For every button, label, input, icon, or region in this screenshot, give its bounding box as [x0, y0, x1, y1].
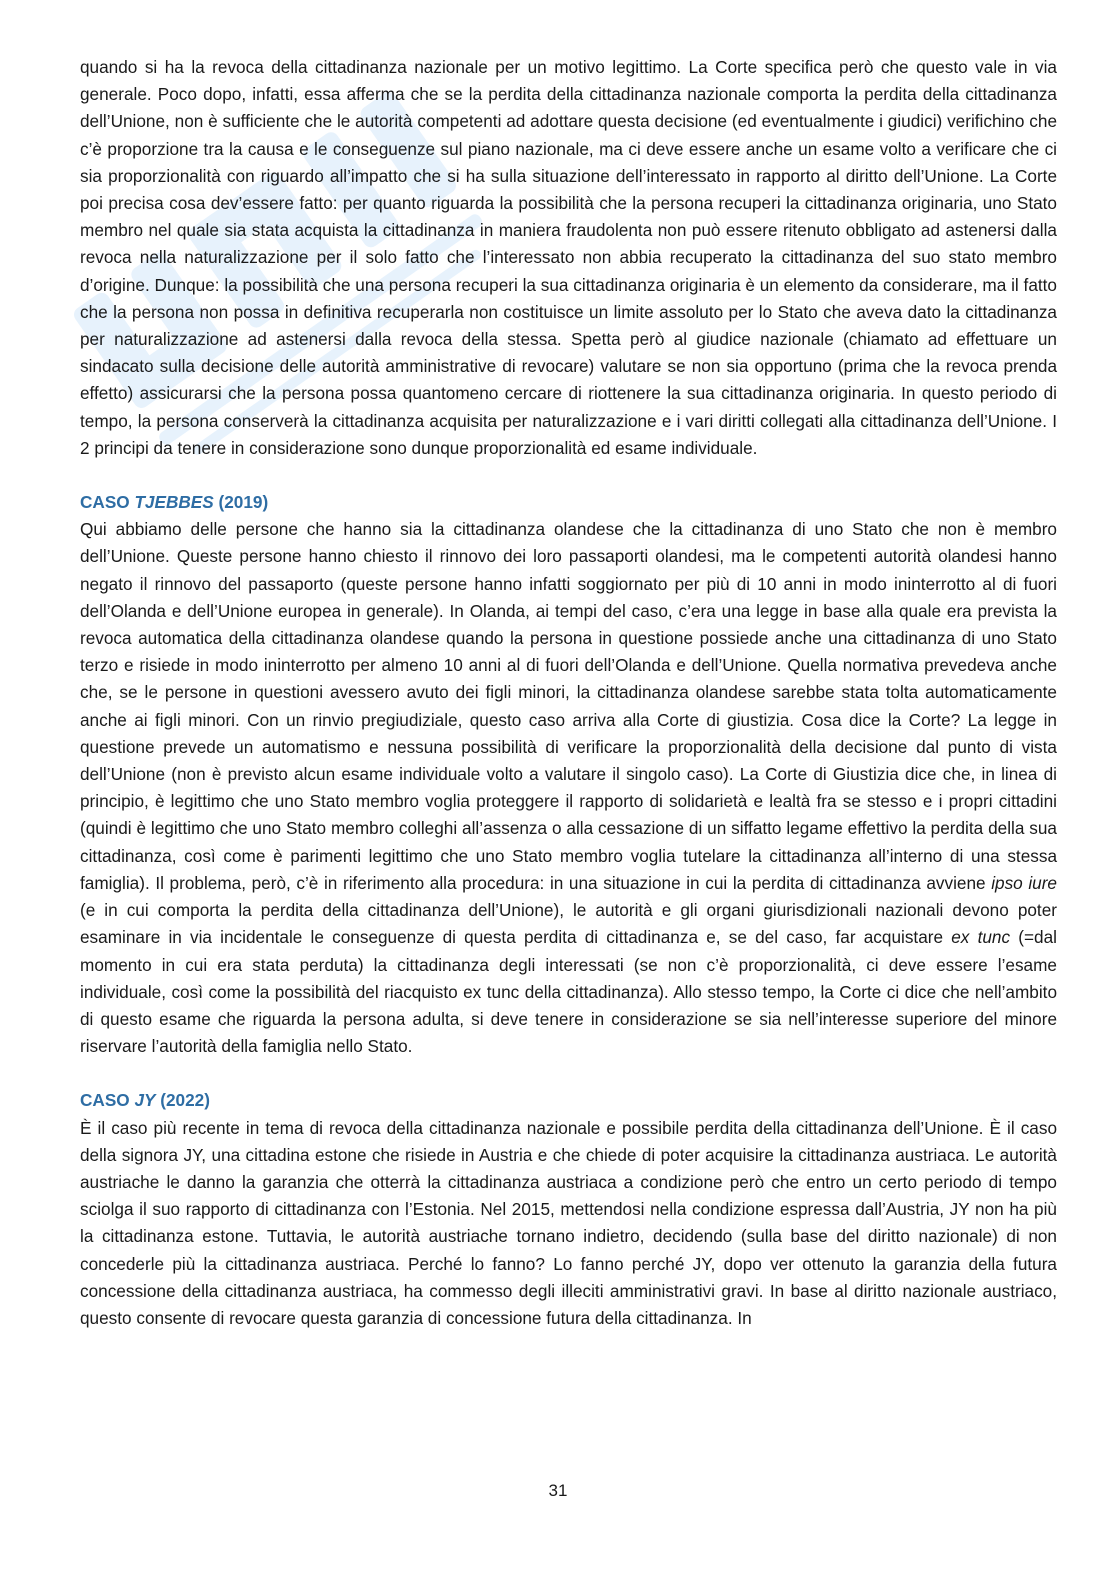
tjebbes-italic-ipso-iure: ipso iure: [991, 872, 1057, 893]
jy-heading-prefix: CASO: [80, 1090, 135, 1111]
intro-paragraph: quando si ha la revoca della cittadinanza nazionale per un motivo legittimo. La Corte specifica però che questo vale in via generale. Poco dopo, infatti, essa afferma che se la perdita della cittadinanza nazionale comporta la perdita della cittadinanza dell’Unione, non è sufficiente che le autorità competenti ad adottare questa decisione (ed eventualmente i giudici) verifichino che c’è proporzione tra la causa e le conseguenze sul piano nazionale, ma ci deve essere anche un esame volto a verificare che ci sia proporzionalità con riguardo all’impatto che si ha sulla situazione dell’interessato in rapporto al diritto dell’Unione. La Corte poi precisa cosa dev’essere fatto: per quanto riguarda la possibilità che la persona recuperi la cittadinanza originaria, uno Stato membro nel quale sia stata acquista la cittadinanza in maniera fraudolenta non può essere ritenuto obbligato ad astenersi dalla revoca nella naturalizzazione per il solo fatto che l’interessato non abbia recuperato la cittadinanza del suo stato membro d’origine. Dunque: la possibilità che una persona recuperi la sua cittadinanza originaria è un elemento da considerare, ma il fatto che la persona non possa in definitiva recuperarla non costituisce un limite assoluto per lo Stato che aveva dato la cittadinanza per naturalizzazione ad astenersi dalla revoca della stessa. Spetta però al giudice nazionale (chiamato ad effettuare un sindacato sulla decisione delle autorità amministrative di revocare) valutare se non sia opportuno (prima che la revoca prenda effetto) assicurarsi che la persona possa quantomeno cercare di riottenere la sua cittadinanza originaria. In questo periodo di tempo, la persona conserverà la cittadinanza acquisita per naturalizzazione e i vari diritti collegati alla cittadinanza dell’Unione. I 2 principi da tenere in considerazione sono dunque proporzionalità ed esame individuale.: [80, 57, 1057, 458]
tjebbes-heading-year: (2019): [213, 492, 269, 513]
document-body: [80, 54, 1057, 1332]
tjebbes-text-part-2: (e in cui comporta la perdita della cittadinanza dell’Unione), le autorità e gli organi giurisdizionali nazionali devono poter esaminare in via incidentale le conseguenze di questa perdita di cittadinanza e, se del caso, far acquistare: [80, 900, 1057, 948]
tjebbes-paragraph: [80, 516, 1057, 1060]
jy-heading-name: JY: [134, 1090, 156, 1111]
tjebbes-text-part-1: Qui abbiamo delle persone che hanno sia la cittadinanza olandese che la cittadinanza di uno Stato che non è membro dell’Unione. Queste persone hanno chiesto il rinnovo dei loro passaporti olandesi, ma le competenti autorità olandesi hanno negato il rinnovo del passaporto (queste persone hanno infatti soggiornato per più di 10 anni in modo ininterrotto al di fuori dell’Olanda e dell’Unione europea in generale). In Olanda, ai tempi del caso, c’era una legge in base alla quale era prevista la revoca automatica della cittadinanza olandese quando la persona in questione possiede anche una cittadinanza di uno Stato terzo e risiede in modo ininterrotto per almeno 10 anni al di fuori dell’Olanda e dell’Unione. Quella normativa prevedeva anche che, se le persone in questioni avessero avuto dei figli minori, la cittadinanza olandese sarebbe stata tolta automaticamente anche ai figli minori. Con un rinvio pregiudiziale, questo caso arriva alla Corte di giustizia. Cosa dice la Corte? La legge in questione prevede un automatismo e nessuna possibilità di verificare la proporzionalità della decisione dal punto di vista dell’Unione (non è previsto alcun esame individuale volto a valutare il singolo caso). La Corte di Giustizia dice che, in linea di principio, è legittimo che uno Stato membro voglia proteggere il rapporto di solidarietà e lealtà fra se stesso e i propri cittadini (quindi è legittimo che uno Stato membro colleghi all’assenza o alla cessazione di un siffatto legame effettivo la perdita della sua cittadinanza, così come è parimenti legittimo che uno Stato membro voglia tutelare la cittadinanza all’interno di una stessa famiglia). Il problema, però, c’è in riferimento alla procedura: in una situazione in cui la perdita di cittadinanza avviene: [80, 519, 1057, 893]
page-number: 31: [548, 1481, 568, 1500]
tjebbes-text-part-3: (=dal momento in cui era stata perduta) la cittadinanza degli interessati (se non c’è proporzionalità, ci deve essere l’esame individuale, così come la possibilità del riacquisto ex tunc della cittadinanza). Allo stesso tempo, la Corte ci dice che nell’ambito di questo esame che riguarda la persona adulta, si deve tenere in considerazione se sia nell’interesse superiore del minore riservare l’autorità della famiglia nello Stato.: [80, 927, 1057, 1057]
jy-heading: [80, 1087, 1057, 1114]
tjebbes-heading-prefix: CASO: [80, 492, 135, 513]
tjebbes-heading-name: TJEBBES: [134, 492, 214, 513]
tjebbes-italic-ex-tunc: ex tunc: [951, 927, 1011, 948]
jy-heading-year: (2022): [155, 1090, 210, 1111]
tjebbes-heading: [80, 489, 1057, 516]
jy-paragraph: È il caso più recente in tema di revoca della cittadinanza nazionale e possibile perdita della cittadinanza dell’Unione. È il caso della signora JY, una cittadina estone che risiede in Austria e che chiede di poter acquisire la cittadinanza austriaca. Le autorità austriache le danno la garanzia che otterrà la cittadinanza austriaca a condizione però che entro un certo periodo di tempo sciolga il suo rapporto di cittadinanza con l’Estonia. Nel 2015, mettendosi nella condizione espressa dall’Austria, JY non ha più la cittadinanza estone. Tuttavia, le autorità austriache tornano indietro, decidendo (sulla base del diritto nazionale) di non concederle più la cittadinanza austriaca. Perché lo fanno? Lo fanno perché JY, dopo ver ottenuto la garanzia della futura concessione della cittadinanza austriaca, ha commesso degli illeciti amministrativi gravi. In base al diritto nazionale austriaco, questo consente di revocare questa garanzia di concessione futura della cittadinanza. In: [80, 1117, 1057, 1328]
